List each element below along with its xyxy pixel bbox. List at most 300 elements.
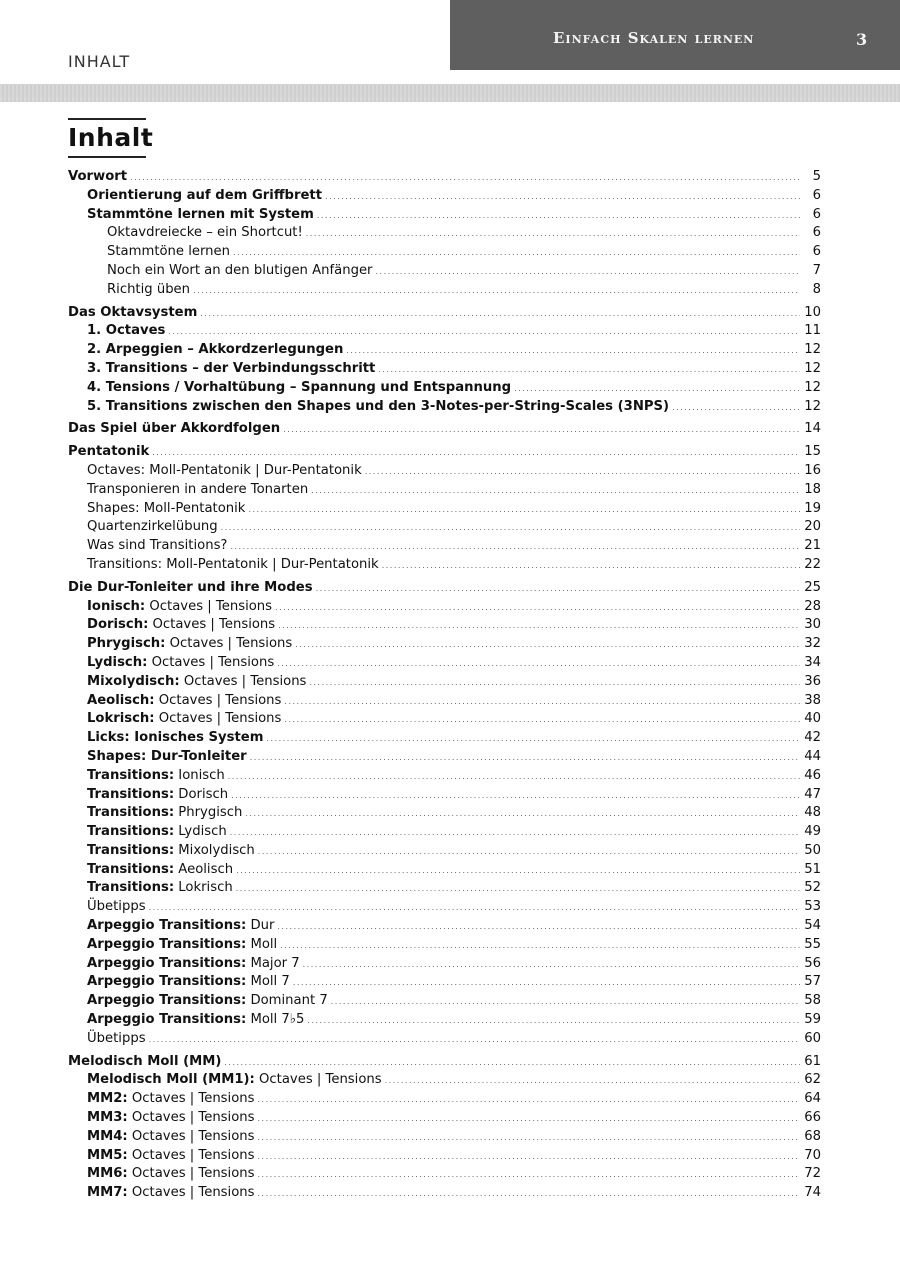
toc-page-number: 50 bbox=[804, 842, 821, 858]
toc-entry[interactable] bbox=[68, 1165, 821, 1184]
toc-page-number: 18 bbox=[804, 481, 821, 497]
toc-entry[interactable] bbox=[68, 710, 821, 729]
toc-entry[interactable] bbox=[68, 973, 821, 992]
toc-entry-title bbox=[68, 955, 300, 974]
toc-entry-label: Octaves | Tensions bbox=[154, 711, 282, 727]
toc-leader-dots bbox=[277, 918, 800, 937]
toc-entry-title bbox=[68, 1011, 304, 1030]
toc-entry-label: Octaves | Tensions bbox=[148, 617, 276, 633]
toc-page-number: 14 bbox=[804, 421, 821, 437]
toc-entry-title bbox=[68, 1090, 255, 1109]
toc-entry-title bbox=[68, 879, 233, 898]
toc-entry-title bbox=[68, 243, 230, 262]
toc-page-number: 38 bbox=[804, 692, 821, 708]
toc-entry-title bbox=[68, 187, 322, 206]
toc-entry-title bbox=[68, 500, 245, 519]
toc-entry-title bbox=[68, 262, 372, 281]
toc-entry-title bbox=[68, 598, 272, 617]
toc-entry[interactable] bbox=[68, 281, 821, 300]
toc-page-number: 66 bbox=[804, 1110, 821, 1126]
toc-entry[interactable] bbox=[68, 673, 821, 692]
toc-page-number: 64 bbox=[804, 1091, 821, 1107]
toc-entry[interactable] bbox=[68, 462, 821, 481]
toc-page-number: 52 bbox=[804, 880, 821, 896]
toc-entry-bold-label: Transitions: bbox=[87, 786, 175, 802]
toc-entry-bold-label: Melodisch Moll (MM) bbox=[68, 1053, 222, 1069]
toc-entry[interactable] bbox=[68, 936, 821, 955]
toc-entry-bold-label: MM5: bbox=[87, 1147, 128, 1163]
toc-entry-title bbox=[68, 518, 218, 537]
toc-entry-bold-label: Das Spiel über Akkordfolgen bbox=[68, 421, 281, 437]
toc-leader-dots bbox=[275, 599, 800, 618]
toc-entry[interactable] bbox=[68, 1071, 821, 1090]
toc-entry-label: Octaves | Tensions bbox=[127, 1166, 255, 1182]
toc-entry-label: Octaves | Tensions bbox=[165, 636, 293, 652]
header-band bbox=[0, 84, 900, 102]
toc-entry-title bbox=[68, 398, 669, 417]
toc-entry-bold-label: Lokrisch: bbox=[87, 711, 155, 727]
toc-entry-title bbox=[68, 556, 379, 575]
toc-entry[interactable] bbox=[68, 955, 821, 974]
toc-entry-label: Octaves | Tensions bbox=[127, 1091, 255, 1107]
toc-entry-title bbox=[68, 379, 511, 398]
toc-leader-dots bbox=[193, 282, 800, 301]
toc-entry-title bbox=[68, 1053, 221, 1072]
toc-leader-dots bbox=[284, 693, 800, 712]
toc-page-number: 22 bbox=[804, 556, 821, 572]
toc-page-number: 25 bbox=[804, 579, 821, 595]
toc-page-number: 20 bbox=[804, 519, 821, 535]
book-title: Einfach Skalen lernen bbox=[553, 29, 755, 47]
toc-entry-label: Octaves | Tensions bbox=[127, 1185, 255, 1201]
toc-leader-dots bbox=[311, 482, 800, 501]
toc-entry-label: Octaves: Moll-Pentatonik | Dur-Pentatonik bbox=[87, 462, 362, 478]
toc-page-number: 12 bbox=[804, 342, 821, 358]
toc-entry-label: Übetipps bbox=[87, 899, 146, 915]
toc-entry-label: Transitions: Moll-Pentatonik | Dur-Pentatonik bbox=[87, 556, 379, 572]
toc-page-number: 70 bbox=[804, 1147, 821, 1163]
toc-entry-title bbox=[68, 786, 228, 805]
toc-page-number: 6 bbox=[812, 206, 821, 222]
toc-leader-dots bbox=[250, 749, 800, 768]
toc-entry[interactable] bbox=[68, 692, 821, 711]
toc-page-number: 21 bbox=[804, 538, 821, 554]
toc-leader-dots bbox=[258, 1185, 800, 1204]
toc-entry[interactable] bbox=[68, 443, 821, 462]
toc-entry-label: Octaves | Tensions bbox=[127, 1128, 255, 1144]
toc-entry[interactable] bbox=[68, 556, 821, 575]
toc-entry-bold-label: Arpeggio Transitions: bbox=[87, 918, 247, 934]
toc-entry-title bbox=[68, 654, 274, 673]
toc-entry-title bbox=[68, 168, 127, 187]
running-header-section: INHALT bbox=[68, 52, 131, 71]
toc-leader-dots bbox=[331, 993, 800, 1012]
toc-page-number: 51 bbox=[804, 861, 821, 877]
toc-entry-label: Major 7 bbox=[246, 955, 300, 971]
toc-entry-label: Noch ein Wort an den blutigen Anfänger bbox=[107, 262, 373, 278]
toc-entry-title bbox=[68, 579, 313, 598]
toc-entry-title bbox=[68, 537, 227, 556]
toc-entry[interactable] bbox=[68, 579, 821, 598]
toc-entry-title bbox=[68, 804, 242, 823]
toc-entry[interactable] bbox=[68, 379, 821, 398]
toc-leader-dots bbox=[284, 711, 800, 730]
toc-leader-dots bbox=[228, 768, 800, 787]
toc-entry-bold-label: Arpeggio Transitions: bbox=[87, 1012, 247, 1028]
toc-entry[interactable] bbox=[68, 420, 821, 439]
toc-entry[interactable] bbox=[68, 786, 821, 805]
toc-entry[interactable] bbox=[68, 500, 821, 519]
toc-entry[interactable] bbox=[68, 518, 821, 537]
toc-page-number: 62 bbox=[804, 1072, 821, 1088]
title-rule-top bbox=[68, 118, 146, 120]
toc-entry-title bbox=[68, 635, 292, 654]
toc-entry-bold-label: Arpeggio Transitions: bbox=[87, 993, 247, 1009]
toc-entry[interactable] bbox=[68, 1090, 821, 1109]
toc-entry-bold-label: Ionisch: bbox=[87, 598, 146, 614]
toc-entry-label: Octaves | Tensions bbox=[127, 1147, 255, 1163]
toc-entry[interactable] bbox=[68, 879, 821, 898]
toc-entry-title bbox=[68, 1147, 255, 1166]
toc-entry[interactable] bbox=[68, 616, 821, 635]
toc-entry-bold-label: Das Oktavsystem bbox=[68, 304, 198, 320]
toc-leader-dots bbox=[248, 501, 800, 520]
toc-entry-bold-label: Phrygisch: bbox=[87, 636, 166, 652]
toc-page-number: 68 bbox=[804, 1128, 821, 1144]
toc-entry-title bbox=[68, 973, 290, 992]
toc-leader-dots bbox=[307, 1012, 800, 1031]
toc-page-number: 59 bbox=[804, 1012, 821, 1028]
toc-entry-label: Lydisch bbox=[174, 824, 227, 840]
toc-entry[interactable] bbox=[68, 1109, 821, 1128]
toc-entry-label: Dorisch bbox=[174, 786, 229, 802]
toc-leader-dots bbox=[149, 1031, 800, 1050]
toc-entry-label: Ionisch bbox=[174, 767, 225, 783]
toc-page-number: 36 bbox=[804, 673, 821, 689]
toc-entry-title bbox=[68, 224, 303, 243]
toc-entry[interactable] bbox=[68, 804, 821, 823]
toc-entry[interactable] bbox=[68, 992, 821, 1011]
toc-entry-bold-label: Stammtöne lernen mit System bbox=[87, 206, 314, 222]
toc-leader-dots bbox=[258, 1148, 800, 1167]
toc-entry-label: Oktavdreiecke – ein Shortcut! bbox=[107, 225, 303, 241]
toc-entry-title bbox=[68, 443, 149, 462]
toc-page-number: 6 bbox=[812, 225, 821, 241]
toc-entry-title bbox=[68, 281, 190, 300]
toc-entry[interactable] bbox=[68, 1184, 821, 1203]
toc-entry[interactable] bbox=[68, 861, 821, 880]
toc-entry-title bbox=[68, 992, 328, 1011]
toc-entry[interactable] bbox=[68, 168, 821, 187]
toc-leader-dots bbox=[258, 1129, 800, 1148]
toc-entry-bold-label: Arpeggio Transitions: bbox=[87, 974, 247, 990]
toc-entry-bold-label: MM4: bbox=[87, 1128, 128, 1144]
toc-entry[interactable] bbox=[68, 262, 821, 281]
toc-page-number: 16 bbox=[804, 462, 821, 478]
toc-entry-title bbox=[68, 767, 225, 786]
toc-entry[interactable] bbox=[68, 1030, 821, 1049]
toc-leader-dots bbox=[514, 380, 800, 399]
toc-leader-dots bbox=[325, 188, 800, 207]
toc-entry[interactable] bbox=[68, 1053, 821, 1072]
toc-entry-title bbox=[68, 1109, 255, 1128]
toc-entry-title bbox=[68, 1071, 382, 1090]
toc-leader-dots bbox=[236, 880, 800, 899]
toc-entry-label: Octaves | Tensions bbox=[145, 598, 273, 614]
title-rule-bottom bbox=[68, 156, 146, 158]
toc-entry-title bbox=[68, 1128, 255, 1147]
toc-leader-dots bbox=[233, 244, 800, 263]
toc-entry-title bbox=[68, 823, 227, 842]
toc-entry[interactable] bbox=[68, 748, 821, 767]
toc-entry-label: Was sind Transitions? bbox=[87, 538, 228, 554]
toc-entry-label: Moll bbox=[246, 936, 278, 952]
toc-page-number: 10 bbox=[804, 304, 821, 320]
toc-entry-label: Shapes: Moll-Pentatonik bbox=[87, 500, 246, 516]
toc-page-number: 47 bbox=[804, 786, 821, 802]
toc-page-number: 30 bbox=[804, 617, 821, 633]
toc-entry-label: Octaves | Tensions bbox=[179, 673, 307, 689]
toc-leader-dots bbox=[293, 974, 800, 993]
toc-entry-bold-label: Shapes: Dur-Tonleiter bbox=[87, 748, 247, 764]
toc-entry-label: Übetipps bbox=[87, 1030, 146, 1046]
toc-entry[interactable] bbox=[68, 206, 821, 225]
toc-entry-title bbox=[68, 1184, 255, 1203]
toc-entry-title bbox=[68, 462, 362, 481]
toc-leader-dots bbox=[231, 787, 800, 806]
toc-entry-title bbox=[68, 322, 165, 341]
toc-leader-dots bbox=[130, 169, 800, 188]
toc-page-number: 56 bbox=[804, 955, 821, 971]
toc-page-number: 11 bbox=[804, 323, 821, 339]
toc-page-number: 19 bbox=[804, 500, 821, 516]
toc-page-number: 72 bbox=[804, 1166, 821, 1182]
toc-entry-title bbox=[68, 420, 280, 439]
toc-entry[interactable] bbox=[68, 398, 821, 417]
toc-entry-title bbox=[68, 729, 263, 748]
toc-entry-label: Transponieren in andere Tonarten bbox=[87, 481, 309, 497]
toc-entry-bold-label: MM2: bbox=[87, 1091, 128, 1107]
toc-entry-bold-label: MM7: bbox=[87, 1185, 128, 1201]
toc-entry-bold-label: Aeolisch: bbox=[87, 692, 155, 708]
toc-page-number: 6 bbox=[812, 187, 821, 203]
running-header-left bbox=[0, 0, 450, 84]
toc-entry-bold-label: Die Dur-Tonleiter und ihre Modes bbox=[68, 579, 313, 595]
toc-entry-label: Dominant 7 bbox=[246, 993, 328, 1009]
toc-entry-bold-label: Arpeggio Transitions: bbox=[87, 936, 247, 952]
toc-entry-bold-label: Arpeggio Transitions: bbox=[87, 955, 247, 971]
toc-entry-bold-label: 3. Transitions – der Verbindungsschritt bbox=[87, 360, 376, 376]
toc-entry-bold-label: 2. Arpeggien – Akkordzerlegungen bbox=[87, 342, 344, 358]
toc-entry-bold-label: Vorwort bbox=[68, 169, 128, 184]
toc-page-number: 46 bbox=[804, 767, 821, 783]
toc-page-number: 5 bbox=[812, 169, 821, 184]
toc-leader-dots bbox=[236, 862, 800, 881]
toc-entry-title bbox=[68, 360, 375, 379]
toc-entry-bold-label: Transitions: bbox=[87, 842, 175, 858]
toc-page-number: 74 bbox=[804, 1185, 821, 1201]
toc-leader-dots bbox=[258, 1166, 800, 1185]
toc-leader-dots bbox=[258, 1110, 800, 1129]
toc-leader-dots bbox=[258, 843, 800, 862]
toc-entry-label: Phrygisch bbox=[174, 805, 243, 821]
toc-entry-title bbox=[68, 1030, 146, 1049]
toc-entry-title bbox=[68, 206, 314, 225]
toc-entry-title bbox=[68, 341, 343, 360]
toc-leader-dots bbox=[266, 730, 800, 749]
toc-entry-title bbox=[68, 692, 281, 711]
toc-entry[interactable] bbox=[68, 842, 821, 861]
toc-entry-bold-label: Melodisch Moll (MM1): bbox=[87, 1072, 255, 1088]
toc-page-number: 44 bbox=[804, 748, 821, 764]
toc-leader-dots bbox=[230, 824, 800, 843]
toc-entry-bold-label: Transitions: bbox=[87, 767, 175, 783]
toc-entry-bold-label: Lydisch: bbox=[87, 654, 148, 670]
toc-entry[interactable] bbox=[68, 917, 821, 936]
toc-entry[interactable] bbox=[68, 823, 821, 842]
toc-entry-title bbox=[68, 917, 274, 936]
page-title: Inhalt bbox=[68, 123, 154, 152]
toc-entry-label: Dur bbox=[246, 918, 275, 934]
toc-entry-bold-label: 5. Transitions zwischen den Shapes und den 3-Notes-per-String-Scales (3NPS) bbox=[87, 398, 670, 414]
toc-entry-title bbox=[68, 842, 255, 861]
toc-leader-dots bbox=[378, 361, 800, 380]
toc-entry[interactable] bbox=[68, 537, 821, 556]
page-number: 3 bbox=[856, 30, 868, 49]
toc-entry-bold-label: Transitions: bbox=[87, 880, 175, 896]
toc-entry-bold-label: Licks: Ionisches System bbox=[87, 730, 264, 746]
toc-leader-dots bbox=[346, 342, 800, 361]
toc-page-number: 28 bbox=[804, 598, 821, 614]
toc-entry-bold-label: Mixolydisch: bbox=[87, 673, 180, 689]
toc-entry-bold-label: Pentatonik bbox=[68, 444, 150, 460]
toc-entry[interactable] bbox=[68, 224, 821, 243]
toc-entry-label: Octaves | Tensions bbox=[147, 654, 275, 670]
toc-entry-title bbox=[68, 748, 247, 767]
toc-entry-title bbox=[68, 481, 308, 500]
toc-leader-dots bbox=[152, 444, 800, 463]
toc-entry-label: Moll 7♭5 bbox=[246, 1012, 305, 1028]
toc-page-number: 49 bbox=[804, 824, 821, 840]
toc-entry[interactable] bbox=[68, 304, 821, 323]
toc-entry[interactable] bbox=[68, 243, 821, 262]
toc-entry-label: Moll 7 bbox=[246, 974, 290, 990]
toc-page-number: 12 bbox=[804, 360, 821, 376]
toc-page-number: 12 bbox=[804, 398, 821, 414]
toc-entry-title bbox=[68, 710, 281, 729]
toc-page-number: 42 bbox=[804, 730, 821, 746]
toc-page-number: 12 bbox=[804, 379, 821, 395]
toc-page-number: 8 bbox=[812, 281, 821, 297]
toc-entry[interactable] bbox=[68, 654, 821, 673]
toc-entry[interactable] bbox=[68, 1011, 821, 1030]
toc-entry-title bbox=[68, 1165, 255, 1184]
toc-entry[interactable] bbox=[68, 481, 821, 500]
toc-page-number: 34 bbox=[804, 654, 821, 670]
toc-leader-dots bbox=[365, 463, 800, 482]
toc-entry-title bbox=[68, 861, 233, 880]
toc-entry-bold-label: Transitions: bbox=[87, 805, 175, 821]
table-of-contents bbox=[68, 168, 821, 1203]
toc-leader-dots bbox=[278, 617, 800, 636]
toc-leader-dots bbox=[221, 519, 800, 538]
toc-entry-label: Mixolydisch bbox=[174, 842, 255, 858]
toc-leader-dots bbox=[149, 899, 800, 918]
toc-page-number: 15 bbox=[804, 444, 821, 460]
toc-leader-dots bbox=[309, 674, 800, 693]
toc-entry[interactable] bbox=[68, 1128, 821, 1147]
toc-entry-label: Richtig üben bbox=[107, 281, 191, 297]
toc-page-number: 54 bbox=[804, 918, 821, 934]
toc-leader-dots bbox=[317, 207, 800, 226]
toc-entry-title bbox=[68, 898, 146, 917]
toc-leader-dots bbox=[245, 805, 800, 824]
toc-entry[interactable] bbox=[68, 187, 821, 206]
toc-entry-bold-label: MM6: bbox=[87, 1166, 128, 1182]
toc-entry-title bbox=[68, 936, 277, 955]
toc-entry-bold-label: 4. Tensions / Vorhaltübung – Spannung und Entspannung bbox=[87, 379, 512, 395]
toc-entry[interactable] bbox=[68, 898, 821, 917]
toc-page-number: 7 bbox=[812, 262, 821, 278]
toc-leader-dots bbox=[375, 263, 800, 282]
toc-entry[interactable] bbox=[68, 598, 821, 617]
toc-entry[interactable] bbox=[68, 322, 821, 341]
toc-entry[interactable] bbox=[68, 341, 821, 360]
toc-leader-dots bbox=[200, 305, 800, 324]
toc-entry[interactable] bbox=[68, 635, 821, 654]
toc-page-number: 48 bbox=[804, 805, 821, 821]
toc-page-number: 61 bbox=[804, 1053, 821, 1069]
toc-leader-dots bbox=[306, 225, 800, 244]
toc-entry[interactable] bbox=[68, 767, 821, 786]
toc-entry-bold-label: Dorisch: bbox=[87, 617, 149, 633]
toc-entry-bold-label: Transitions: bbox=[87, 861, 175, 877]
toc-entry-label: Lokrisch bbox=[174, 880, 233, 896]
toc-entry-label: Stammtöne lernen bbox=[107, 244, 231, 260]
toc-entry-label: Octaves | Tensions bbox=[154, 692, 282, 708]
toc-leader-dots bbox=[385, 1072, 800, 1091]
toc-leader-dots bbox=[277, 655, 800, 674]
toc-page-number: 32 bbox=[804, 636, 821, 652]
toc-entry-bold-label: Orientierung auf dem Griffbrett bbox=[87, 187, 323, 203]
toc-entry-title bbox=[68, 673, 306, 692]
toc-entry-bold-label: Transitions: bbox=[87, 824, 175, 840]
toc-leader-dots bbox=[303, 956, 800, 975]
toc-leader-dots bbox=[283, 421, 800, 440]
toc-leader-dots bbox=[224, 1054, 800, 1073]
toc-entry-label: Octaves | Tensions bbox=[127, 1110, 255, 1126]
toc-page-number: 53 bbox=[804, 899, 821, 915]
toc-page-number: 58 bbox=[804, 993, 821, 1009]
toc-page-number: 57 bbox=[804, 974, 821, 990]
toc-entry-bold-label: MM3: bbox=[87, 1110, 128, 1126]
toc-leader-dots bbox=[316, 580, 800, 599]
toc-leader-dots bbox=[280, 937, 800, 956]
toc-entry-bold-label: 1. Octaves bbox=[87, 323, 166, 339]
toc-entry-label: Quartenzirkelübung bbox=[87, 519, 218, 535]
toc-leader-dots bbox=[258, 1091, 800, 1110]
toc-leader-dots bbox=[295, 636, 800, 655]
toc-page-number: 6 bbox=[812, 244, 821, 260]
toc-entry-label: Aeolisch bbox=[174, 861, 234, 877]
toc-page-number: 40 bbox=[804, 711, 821, 727]
toc-leader-dots bbox=[168, 323, 800, 342]
toc-entry[interactable] bbox=[68, 360, 821, 379]
toc-entry[interactable] bbox=[68, 1147, 821, 1166]
toc-entry-title bbox=[68, 304, 197, 323]
toc-page-number: 60 bbox=[804, 1030, 821, 1046]
toc-entry[interactable] bbox=[68, 729, 821, 748]
